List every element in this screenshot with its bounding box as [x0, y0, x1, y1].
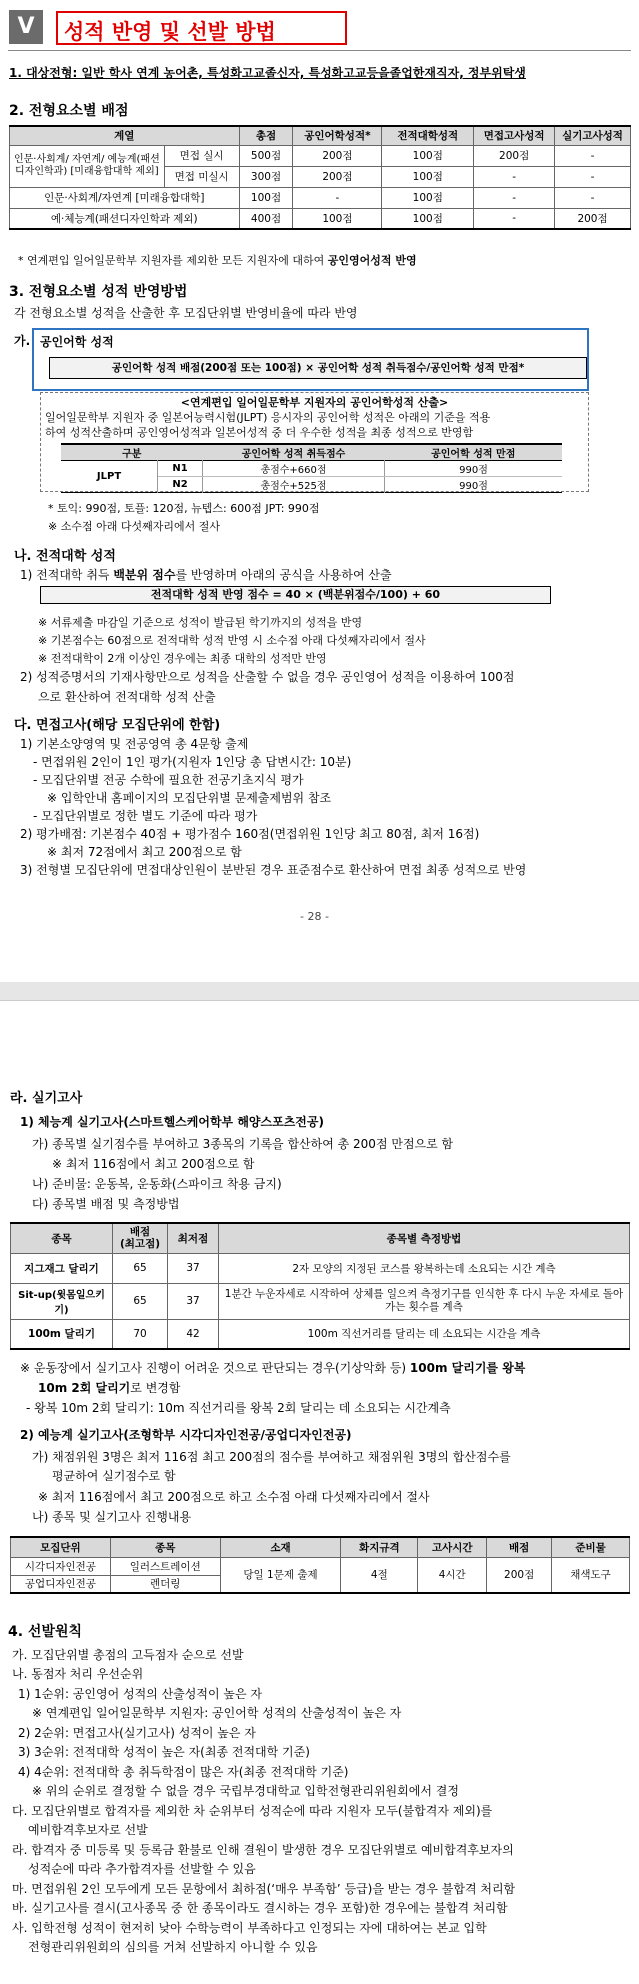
cell: 일러스트레이션 [110, 1557, 220, 1575]
cell: 200점 [293, 145, 382, 166]
col-header: 계열 [10, 126, 240, 145]
cell: 2자 모양의 지정된 코스를 왕복하는데 소요되는 시간 계측 [219, 1253, 630, 1283]
cell: - [474, 208, 555, 229]
cell: 100점 [239, 187, 293, 208]
text-bold: 10m 2회 달리기 [38, 1381, 131, 1395]
heading-practical: 라. 실기고사 [10, 1091, 83, 1106]
cell-group: 인문·사회계/자연계 [미래융합대학] [10, 187, 240, 208]
cell: 300점 [239, 166, 293, 187]
interview-line: - 면접위원 2인이 1인 평가(지원자 1인당 총 답변시간: 10분) [33, 755, 352, 769]
cell: - [555, 145, 631, 166]
weather-detail: - 왕복 10m 2회 달리기: 10m 직선거리를 왕복 2회 달리는 데 소요되는 시간계측 [26, 1401, 451, 1415]
cell: 시각디자인전공 [11, 1557, 111, 1575]
table-row [11, 1283, 630, 1319]
selection-line: 전형관리위원회의 심의를 거쳐 선발하지 아니할 수 있음 [28, 1940, 318, 1954]
heading-selection: 4. 선발원칙 [8, 1624, 83, 1640]
selection-line: 마. 면접위원 2인 모두에게 모든 문항에서 최하점(‘매우 부족함’ 등급)을 받는 경우 불합격 처리함 [12, 1882, 516, 1896]
selection-line: 다. 모집단위별로 합격자를 제외한 차 순위부터 성적순에 따라 지원자 모두(불합격자 제외)를 [12, 1804, 493, 1818]
cell: N1 [158, 461, 203, 477]
cell: 42 [168, 1319, 219, 1349]
cell: 지그재그 달리기 [11, 1253, 113, 1283]
score-method-desc: 각 전형요소별 성적을 산출한 후 모집단위별 반영비율에 따라 반영 [14, 306, 358, 320]
col-header: 최저점 [168, 1223, 219, 1253]
table-row [11, 1319, 630, 1349]
jlpt-table [61, 443, 562, 493]
selection-line: 가. 모집단위별 총점의 고득점자 순으로 선발 [12, 1648, 244, 1662]
formula-language [49, 357, 587, 379]
col-header: 소재 [220, 1537, 341, 1557]
page-29 [0, 1000, 639, 1984]
toeic-note: * 토익: 990점, 토플: 120점, 뉴텝스: 600점 JPT: 990점 [48, 502, 320, 515]
cell: 37 [168, 1253, 219, 1283]
item-ga-label: 가. [14, 334, 31, 348]
cell: 65 [113, 1253, 168, 1283]
selection-line: 4) 4순위: 전적대학 총 취득학점이 많은 자(최종 전적대학 기준) [18, 1765, 349, 1779]
art-table [10, 1536, 630, 1594]
selection-line: 나. 동점자 처리 우선순위 [12, 1667, 144, 1681]
col-header: 공인어학 성적 만점 [431, 449, 516, 460]
interview-line: 1) 기본소양영역 및 전공영역 총 4문항 출제 [20, 737, 249, 751]
table-note [18, 252, 417, 268]
cell: - [555, 166, 631, 187]
page-number: - 28 - [300, 910, 329, 923]
col-header: 공인어학 성적 취득점수 [241, 449, 346, 460]
decimal-note: ※ 소수점 아래 다섯째자리에서 절사 [48, 520, 220, 533]
weather-note [20, 1359, 525, 1376]
language-score-title: 공인어학 성적 [40, 335, 114, 349]
page-28 [0, 0, 639, 983]
cell: 500점 [239, 145, 293, 166]
note-bold: 공인영어성적 반영 [327, 254, 417, 267]
cell: 면접 미실시 [164, 166, 239, 187]
col-header: 전적대학성적 [382, 126, 474, 145]
selection-line: 1) 1순위: 공인영어 성적의 산출성적이 높은 자 [18, 1687, 262, 1701]
sports-line: 가) 종목별 실기점수를 부여하고 3종목의 기록을 합산하여 총 200점 만점으로 함 [32, 1137, 454, 1151]
col-header: 공인어학성적* [293, 126, 382, 145]
cell: 4절 [341, 1557, 418, 1593]
table-row [11, 1253, 630, 1283]
interview-line: 3) 전형별 모집단위에 면접대상인원이 분반된 경우 표준점수로 환산하여 면접 최종 성적으로 반영 [20, 863, 527, 877]
cell: - [474, 187, 555, 208]
col-header: 종목 [110, 1537, 220, 1557]
cell: - [293, 187, 382, 208]
sports-line: 나) 준비물: 운동복, 운동화(스파이크 착용 금지) [32, 1177, 282, 1191]
note-text: * 연계편입 일어일문학부 지원자를 제외한 모든 지원자에 대하여 [18, 254, 328, 267]
formula-language-text: 공인어학 성적 배점(200점 또는 100점) × 공인어학 성적 취득점수/공인어학 성적 만점* [111, 362, 525, 374]
cell: - [474, 166, 555, 187]
cell: 200점 [555, 208, 631, 229]
cell: 채색도구 [552, 1557, 630, 1593]
cell: 100m 직선거리를 달리는 데 소요되는 시간을 계측 [219, 1319, 630, 1349]
col-header: 고사시간 [418, 1537, 487, 1557]
selection-line: 사. 입학전형 성적이 현저히 낮아 수학능력이 부족하다고 인정되는 자에 대하여는 본교 입학 [12, 1921, 487, 1935]
practical-art-title: 2) 예능계 실기고사(조형학부 시각디자인전공/공업디자인전공) [20, 1428, 352, 1442]
heading-prev-college: 나. 전적대학 성적 [14, 549, 116, 564]
cell: 렌더링 [110, 1575, 220, 1593]
cell: 400점 [239, 208, 293, 229]
cell: N2 [158, 477, 203, 493]
cell: 당일 1문제 출제 [220, 1557, 341, 1593]
art-line: 평균하여 실기점수로 함 [52, 1469, 176, 1483]
cell: 1분간 누운자세로 시작하여 상체를 일으켜 측정기구를 인식한 후 다시 누운 자세로 돌아가는 횟수를 계측 [219, 1283, 630, 1319]
cell: 200점 [487, 1557, 552, 1593]
cell: 990점 [384, 461, 562, 477]
table-row [11, 1557, 630, 1575]
interview-line: ※ 입학안내 홈페이지의 모집단위별 문제출제범위 참조 [47, 791, 332, 805]
jlpt-desc-2: 하여 성적산출하며 공인영어성적과 일본어성적 중 더 우수한 성적을 최종 성적으로 반영함 [45, 426, 474, 439]
col-header: 종목별 측정방법 [219, 1223, 630, 1253]
cell: 공업디자인전공 [11, 1575, 111, 1593]
selection-line: 3) 3순위: 전적대학 성적이 높은 자(최종 전적대학 기준) [18, 1745, 310, 1759]
interview-line: - 모집단위별로 정한 별도 기준에 따라 평가 [33, 809, 258, 823]
cell: 4시간 [418, 1557, 487, 1593]
section-badge: V [9, 10, 43, 44]
table-row [10, 208, 631, 229]
col-header: 배점 (최고점) [113, 1223, 168, 1253]
text: 로 변경함 [130, 1381, 181, 1395]
col-header: 준비물 [552, 1537, 630, 1557]
score-allocation-table [9, 125, 631, 230]
selection-line: ※ 위의 순위로 결정할 수 없을 경우 국립부경대학교 입학전형관리위원회에서 결정 [32, 1784, 459, 1798]
text: 를 반영하며 아래의 공식을 사용하여 산출 [175, 568, 392, 582]
selection-line: 2) 2순위: 면접고사(실기고사) 성적이 높은 자 [18, 1726, 256, 1740]
cell: 990점 [459, 481, 488, 492]
interview-line: - 모집단위별 전공 수학에 필요한 전공기초지식 평가 [33, 773, 304, 787]
prev-college-note: ※ 서류제출 마감일 기준으로 성적이 발급된 학기까지의 성적을 반영 [38, 616, 363, 629]
selection-line: 라. 합격자 중 미등록 및 등록금 환불로 인해 결원이 발생한 경우 모집단위별로 예비합격후보자의 [12, 1843, 514, 1857]
jlpt-desc-1: 일어일문학부 지원자 중 일본어능력시험(JLPT) 응시자의 공인어학 성적은 아래의 기준을 적용 [45, 411, 491, 424]
selection-line: 예비합격후보자로 선발 [28, 1823, 148, 1837]
art-line: 나) 종목 및 실기고사 진행내용 [32, 1510, 192, 1524]
table-row [10, 145, 631, 166]
table-row [10, 187, 631, 208]
cell: 70 [113, 1319, 168, 1349]
practical-sports-title: 1) 체능계 실기고사(스마트헬스케어학부 해양스포츠전공) [20, 1115, 324, 1129]
cell: 37 [168, 1283, 219, 1319]
sports-table [10, 1222, 630, 1350]
prev-college-note: ※ 기본점수는 60점으로 전적대학 성적 반영 시 소수점 아래 다섯째자리에서 절사 [38, 634, 426, 647]
formula-prev-college [40, 586, 551, 604]
heading-interview: 다. 면접고사(해당 모집단위에 한함) [14, 718, 221, 733]
cell: - [555, 187, 631, 208]
interview-line: 2) 평가배점: 기본점수 40점 + 평가점수 160점(면접위원 1인당 최고 80점, 최저 16점) [20, 827, 480, 841]
prev-college-item-2b: 으로 환산하여 전적대학 성적 산출 [38, 690, 216, 704]
heading-score-allocation: 2. 전형요소별 배점 [9, 103, 129, 119]
cell: 200점 [293, 166, 382, 187]
prev-college-item-1 [20, 566, 392, 583]
cell: 65 [113, 1283, 168, 1319]
text-bold: 100m 달리기를 왕복 [409, 1361, 526, 1375]
sports-line: 다) 종목별 배점 및 측정방법 [32, 1197, 180, 1211]
cell: 100점 [382, 208, 474, 229]
cell: 100점 [382, 187, 474, 208]
col-header: 모집단위 [11, 1537, 111, 1557]
cell: 면접 실시 [164, 145, 239, 166]
formula-prev-college-text: 전적대학 성적 반영 점수 = 40 × (백분위점수/100) + 60 [150, 588, 441, 601]
cell: 100점 [382, 145, 474, 166]
prev-college-note: ※ 전적대학이 2개 이상인 경우에는 최종 대학의 성적만 반영 [38, 652, 327, 665]
col-header: 총점 [239, 126, 293, 145]
cell: 총점수+525점 [203, 477, 385, 493]
table-row [61, 461, 562, 477]
cell: 총점수+660점 [203, 461, 385, 477]
art-line: 가) 채점위원 3명은 최저 116점 최고 200점의 점수를 부여하고 채점위원 3명의 합산점수를 [32, 1450, 511, 1464]
jlpt-title: <연계편입 일어일문학부 지원자의 공인어학성적 산출> [180, 396, 449, 409]
heading-score-method: 3. 전형요소별 성적 반영방법 [9, 284, 188, 300]
interview-line: ※ 최저 72점에서 최고 200점으로 함 [47, 845, 242, 859]
cell-group: 예·체능계(패션디자인학과 제외) [10, 208, 240, 229]
text: 1) 전적대학 취득 [20, 568, 114, 582]
cell: 100m 달리기 [11, 1319, 113, 1349]
cell: 100점 [293, 208, 382, 229]
language-score-box [32, 328, 589, 391]
col-header: 화지규격 [341, 1537, 418, 1557]
art-line: ※ 최저 116점에서 최고 200점으로 하고 소수점 아래 다섯째자리에서 절사 [38, 1490, 430, 1504]
col-header: 구분 [122, 449, 142, 460]
text: ※ 운동장에서 실기고사 진행이 어려운 것으로 판단되는 경우(기상악화 등) [20, 1361, 410, 1375]
header-rule [8, 50, 631, 51]
jlpt-label: JLPT [61, 461, 158, 493]
col-header: 실기고사성적 [555, 126, 631, 145]
section-title: 성적 반영 및 선발 방법 [64, 20, 276, 44]
selection-line: ※ 연계편입 일어일문학부 지원자: 공인어학 성적의 산출성적이 높은 자 [32, 1706, 402, 1720]
col-header: 종목 [11, 1223, 113, 1253]
col-header: 면접고사성적 [474, 126, 555, 145]
weather-note-2 [38, 1379, 180, 1396]
cell: 100점 [382, 166, 474, 187]
col-header: 배점 [487, 1537, 552, 1557]
selection-line: 바. 실기고사를 결시(고사종목 중 한 종목이라도 결시하는 경우 포함)한 경우에는 불합격 처리함 [12, 1901, 508, 1915]
cell: 200점 [474, 145, 555, 166]
sports-line: ※ 최저 116점에서 최고 200점으로 함 [52, 1157, 255, 1171]
selection-line: 성적순에 따라 추가합격자를 선발할 수 있음 [28, 1862, 256, 1876]
section-title-box [56, 11, 347, 45]
cell-group: 인문·사회계/ 자연계/ 예능계(패션디자인학과) [미래융합대학 제외] [10, 145, 165, 187]
target-applicants: 1. 대상전형: 일반 학사 연계 농어촌, 특성화고교졸신자, 특성화고교등을졸업한재직자, 정부위탁생 [9, 66, 526, 80]
cell: Sit-up(윗몸일으키기) [11, 1283, 113, 1319]
jlpt-box [40, 392, 589, 492]
text-bold: 백분위 점수 [113, 568, 176, 582]
page-gap [0, 982, 639, 1000]
prev-college-item-2a: 2) 성적증명서의 기재사항만으로 성적을 산출할 수 없을 경우 공인영어 성적을 이용하여 100점 [20, 670, 515, 684]
